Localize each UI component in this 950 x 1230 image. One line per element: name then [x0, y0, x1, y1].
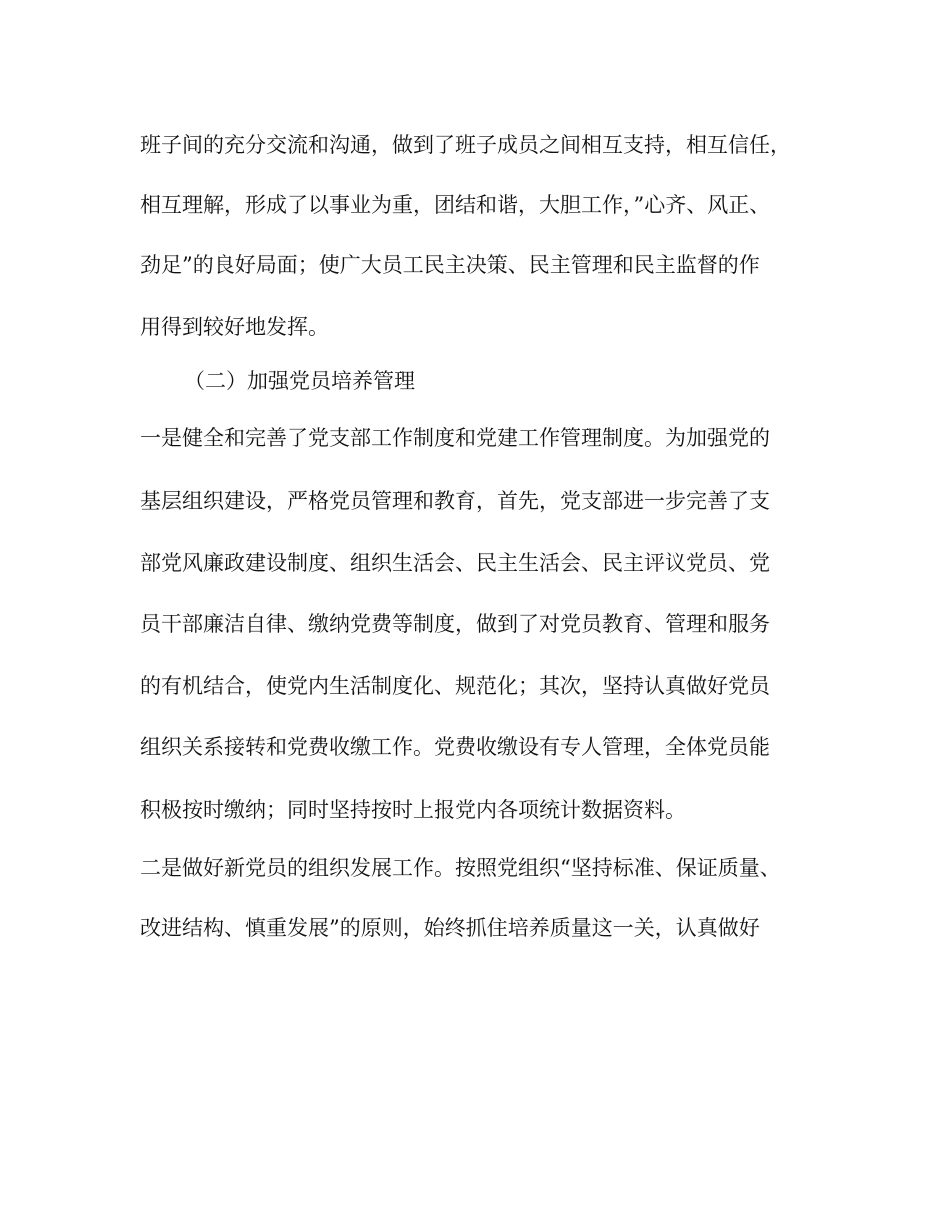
paragraph-line: 相互理解，形成了以事业为重，团结和谐，大胆工作，”心齐、风正、 — [140, 193, 771, 217]
paragraph-line: 基层组织建设，严格党员管理和教育，首先，党支部进一步完善了支 — [140, 489, 770, 513]
paragraph-line: 劲足”的良好局面；使广大员工民主决策、民主管理和民主监督的作 — [140, 253, 760, 277]
paragraph-line: 积极按时缴纳；同时坚持按时上报党内各项统计数据资料。 — [140, 798, 686, 822]
paragraph-line: 改进结构、慎重发展”的原则，始终抓住培养质量这一关，认真做好 — [140, 916, 760, 940]
paragraph-line: 部党风廉政建设制度、组织生活会、民主生活会、民主评议党员、党 — [140, 551, 770, 575]
section-heading: （二）加强党员培养管理 — [184, 369, 415, 393]
paragraph-line: 二是做好新党员的组织发展工作。按照党组织“坚持标准、保证质量、 — [140, 856, 781, 880]
paragraph-line: 组织关系接转和党费收缴工作。党费收缴设有专人管理，全体党员能 — [140, 735, 770, 759]
paragraph-line: 一是健全和完善了党支部工作制度和党建工作管理制度。为加强党的 — [140, 426, 770, 450]
paragraph-line: 班子间的充分交流和沟通，做到了班子成员之间相互支持，相互信任， — [140, 133, 791, 157]
paragraph-line: 用得到较好地发挥。 — [140, 315, 329, 339]
paragraph-line: 的有机结合，使党内生活制度化、规范化；其次，坚持认真做好党员 — [140, 674, 770, 698]
paragraph-line: 员干部廉洁自律、缴纳党费等制度，做到了对党员教育、管理和服务 — [140, 612, 770, 636]
